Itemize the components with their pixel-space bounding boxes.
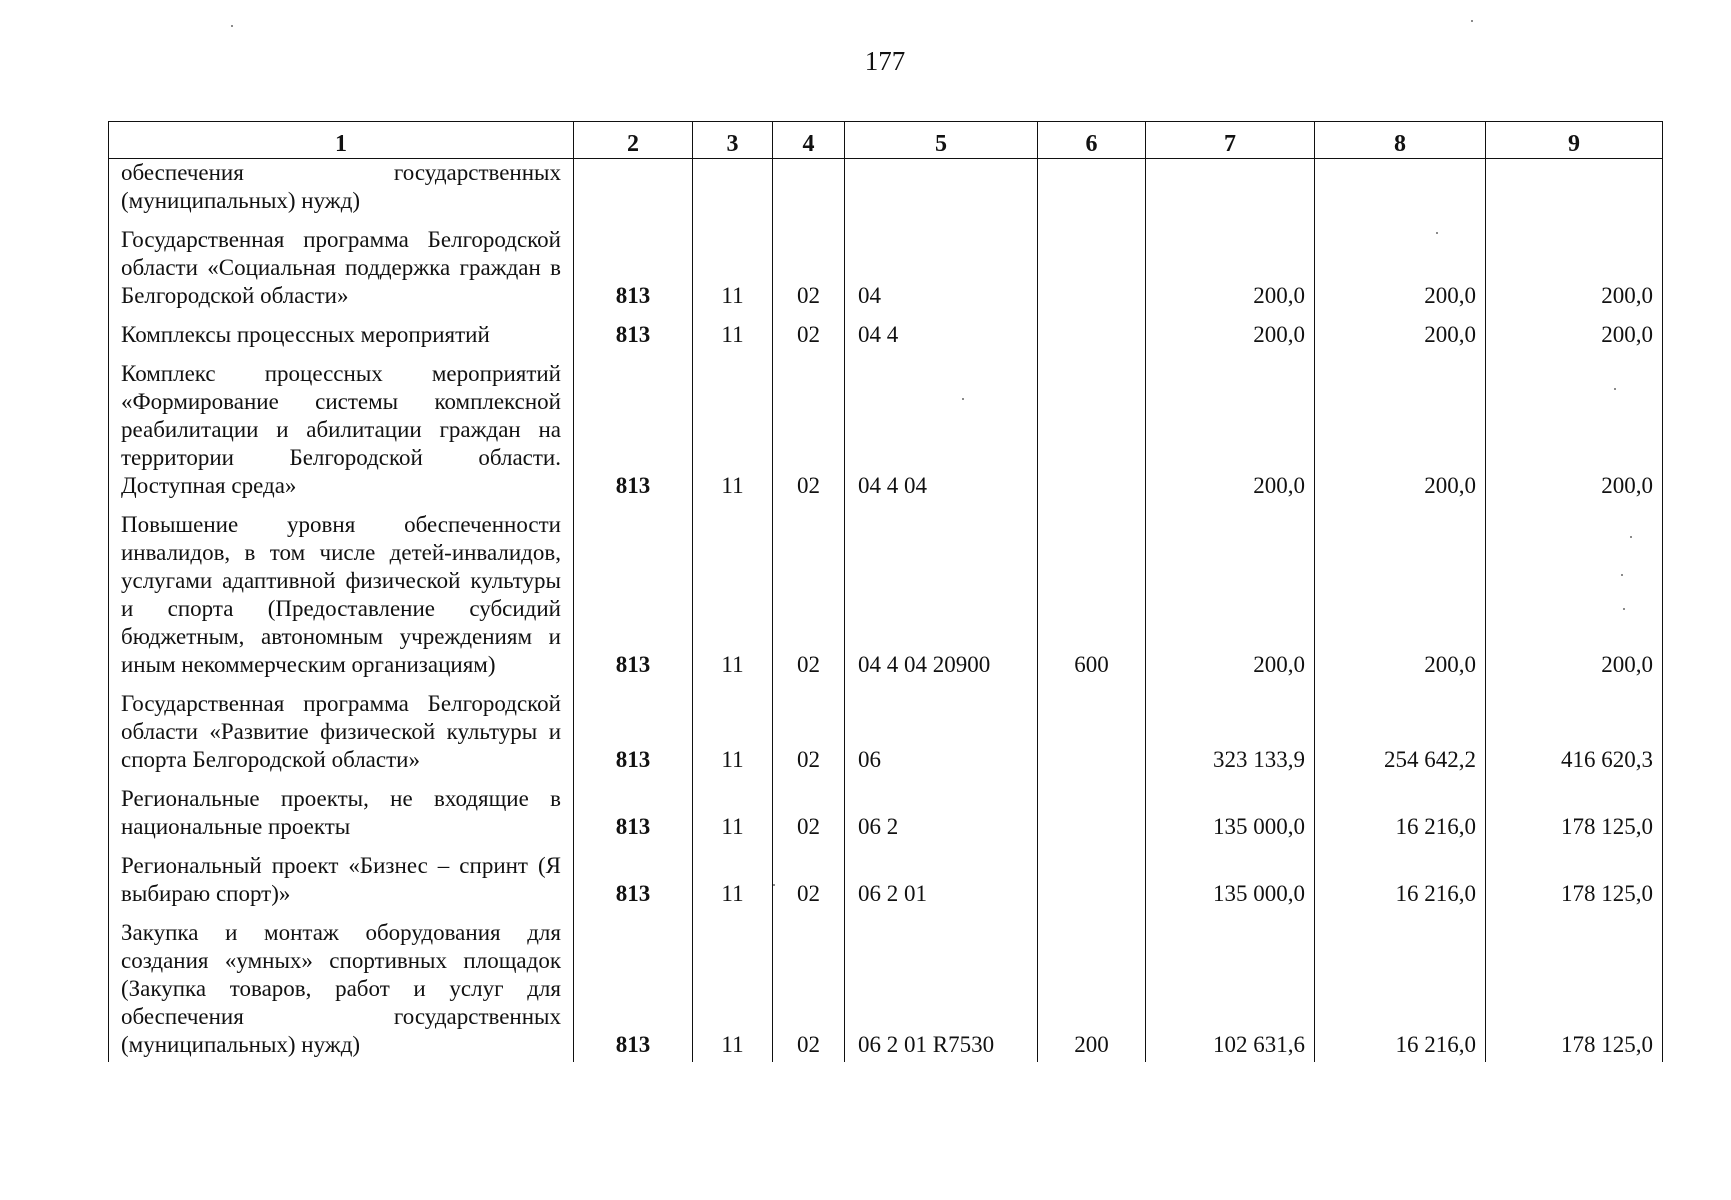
target-article-code: 06: [845, 682, 1038, 777]
table-row: [109, 313, 1663, 352]
amount-year-1: [1146, 159, 1315, 219]
scan-speck: [1630, 536, 1632, 538]
item-name: Региональные проекты, не входящие в национальные проекты: [109, 777, 574, 844]
amount-year-3: 178 125,0: [1486, 844, 1663, 911]
target-article-code: 06 2 01 R7530: [845, 911, 1038, 1062]
amount-year-1: 102 631,6: [1146, 911, 1315, 1062]
section-code: 11: [693, 911, 773, 1062]
item-name: Закупка и монтаж оборудования для создания «умных» спортивных площадок (Закупка товаров, работ и услуг для обеспечения государственных (муниципальных) нужд): [109, 911, 574, 1062]
amount-year-3: 178 125,0: [1486, 777, 1663, 844]
amount-year-3: 200,0: [1486, 313, 1663, 352]
expense-type-code: [1038, 313, 1146, 352]
table-row: [109, 352, 1663, 503]
subsection-code: 02: [773, 352, 845, 503]
subsection-code: 02: [773, 218, 845, 313]
column-header: 6: [1038, 122, 1146, 159]
table-row: [109, 159, 1663, 219]
amount-year-3: 416 620,3: [1486, 682, 1663, 777]
item-name: Комплекс процессных мероприятий «Формирование системы комплексной реабилитации и абилитации граждан на территории Белгородской области. Доступная среда»: [109, 352, 574, 503]
section-code: 11: [693, 777, 773, 844]
amount-year-1: 200,0: [1146, 218, 1315, 313]
section-code: 11: [693, 313, 773, 352]
expense-type-code: [1038, 218, 1146, 313]
column-header: 7: [1146, 122, 1315, 159]
amount-year-2: 16 216,0: [1315, 911, 1486, 1062]
table-row: [109, 682, 1663, 777]
scan-speck: [231, 25, 233, 27]
item-name: Повышение уровня обеспеченности инвалидов, в том числе детей-инвалидов, услугами адаптивной физической культуры и спорта (Предоставление субсидий бюджетным, автономным учреждениям и иным некоммерческим организациям): [109, 503, 574, 682]
expense-type-code: [1038, 844, 1146, 911]
table-row: [109, 911, 1663, 1062]
subsection-code: 02: [773, 844, 845, 911]
amount-year-2: 200,0: [1315, 218, 1486, 313]
amount-year-2: 200,0: [1315, 352, 1486, 503]
subsection-code: 02: [773, 911, 845, 1062]
scan-speck: [1436, 232, 1438, 234]
ministry-code: 813: [574, 352, 693, 503]
amount-year-1: 323 133,9: [1146, 682, 1315, 777]
item-name: Комплексы процессных мероприятий: [109, 313, 574, 352]
budget-table: [108, 121, 1663, 1062]
section-code: 11: [693, 352, 773, 503]
column-header: 8: [1315, 122, 1486, 159]
column-header: 5: [845, 122, 1038, 159]
table-row: [109, 218, 1663, 313]
ministry-code: [574, 159, 693, 219]
amount-year-1: 200,0: [1146, 352, 1315, 503]
target-article-code: 04 4 04: [845, 352, 1038, 503]
section-code: 11: [693, 844, 773, 911]
table-body: [109, 159, 1663, 1063]
amount-year-3: 200,0: [1486, 352, 1663, 503]
page-number: 177: [864, 46, 906, 76]
amount-year-2: [1315, 159, 1486, 219]
target-article-code: 06 2: [845, 777, 1038, 844]
ministry-code: 813: [574, 777, 693, 844]
ministry-code: 813: [574, 313, 693, 352]
ministry-code: 813: [574, 844, 693, 911]
ministry-code: 813: [574, 218, 693, 313]
scan-speck: [1614, 388, 1616, 390]
table-row: [109, 844, 1663, 911]
amount-year-3: 200,0: [1486, 218, 1663, 313]
scan-speck: [1621, 574, 1623, 576]
amount-year-1: 200,0: [1146, 313, 1315, 352]
amount-year-1: 135 000,0: [1146, 844, 1315, 911]
scan-speck: [773, 884, 775, 886]
item-name: Государственная программа Белгородской области «Развитие физической культуры и спорта Белгородской области»: [109, 682, 574, 777]
amount-year-3: 178 125,0: [1486, 911, 1663, 1062]
amount-year-2: 16 216,0: [1315, 844, 1486, 911]
table-row: [109, 503, 1663, 682]
column-header: 1: [109, 122, 574, 159]
scan-speck: [962, 398, 964, 400]
target-article-code: [845, 159, 1038, 219]
column-header: 9: [1486, 122, 1663, 159]
scan-speck: [1623, 608, 1625, 610]
amount-year-3: 200,0: [1486, 503, 1663, 682]
scan-speck: [1471, 20, 1473, 22]
ministry-code: 813: [574, 682, 693, 777]
ministry-code: 813: [574, 503, 693, 682]
target-article-code: 04 4: [845, 313, 1038, 352]
expense-type-code: [1038, 352, 1146, 503]
column-header: 4: [773, 122, 845, 159]
item-name: обеспечения государственных (муниципальных) нужд): [109, 159, 574, 219]
amount-year-1: 135 000,0: [1146, 777, 1315, 844]
amount-year-3: [1486, 159, 1663, 219]
target-article-code: 06 2 01: [845, 844, 1038, 911]
column-header: 2: [574, 122, 693, 159]
expense-type-code: [1038, 159, 1146, 219]
subsection-code: 02: [773, 313, 845, 352]
subsection-code: 02: [773, 682, 845, 777]
target-article-code: 04: [845, 218, 1038, 313]
amount-year-2: 200,0: [1315, 503, 1486, 682]
section-code: 11: [693, 218, 773, 313]
amount-year-1: 200,0: [1146, 503, 1315, 682]
section-code: [693, 159, 773, 219]
section-code: 11: [693, 503, 773, 682]
amount-year-2: 16 216,0: [1315, 777, 1486, 844]
amount-year-2: 254 642,2: [1315, 682, 1486, 777]
subsection-code: 02: [773, 503, 845, 682]
expense-type-code: [1038, 777, 1146, 844]
section-code: 11: [693, 682, 773, 777]
amount-year-2: 200,0: [1315, 313, 1486, 352]
ministry-code: 813: [574, 911, 693, 1062]
expense-type-code: 600: [1038, 503, 1146, 682]
column-header: 3: [693, 122, 773, 159]
target-article-code: 04 4 04 20900: [845, 503, 1038, 682]
table-header-row: [109, 122, 1663, 159]
item-name: Региональный проект «Бизнес – спринт (Я выбираю спорт)»: [109, 844, 574, 911]
expense-type-code: 200: [1038, 911, 1146, 1062]
subsection-code: [773, 159, 845, 219]
subsection-code: 02: [773, 777, 845, 844]
expense-type-code: [1038, 682, 1146, 777]
item-name: Государственная программа Белгородской области «Социальная поддержка граждан в Белгородской области»: [109, 218, 574, 313]
table-row: [109, 777, 1663, 844]
